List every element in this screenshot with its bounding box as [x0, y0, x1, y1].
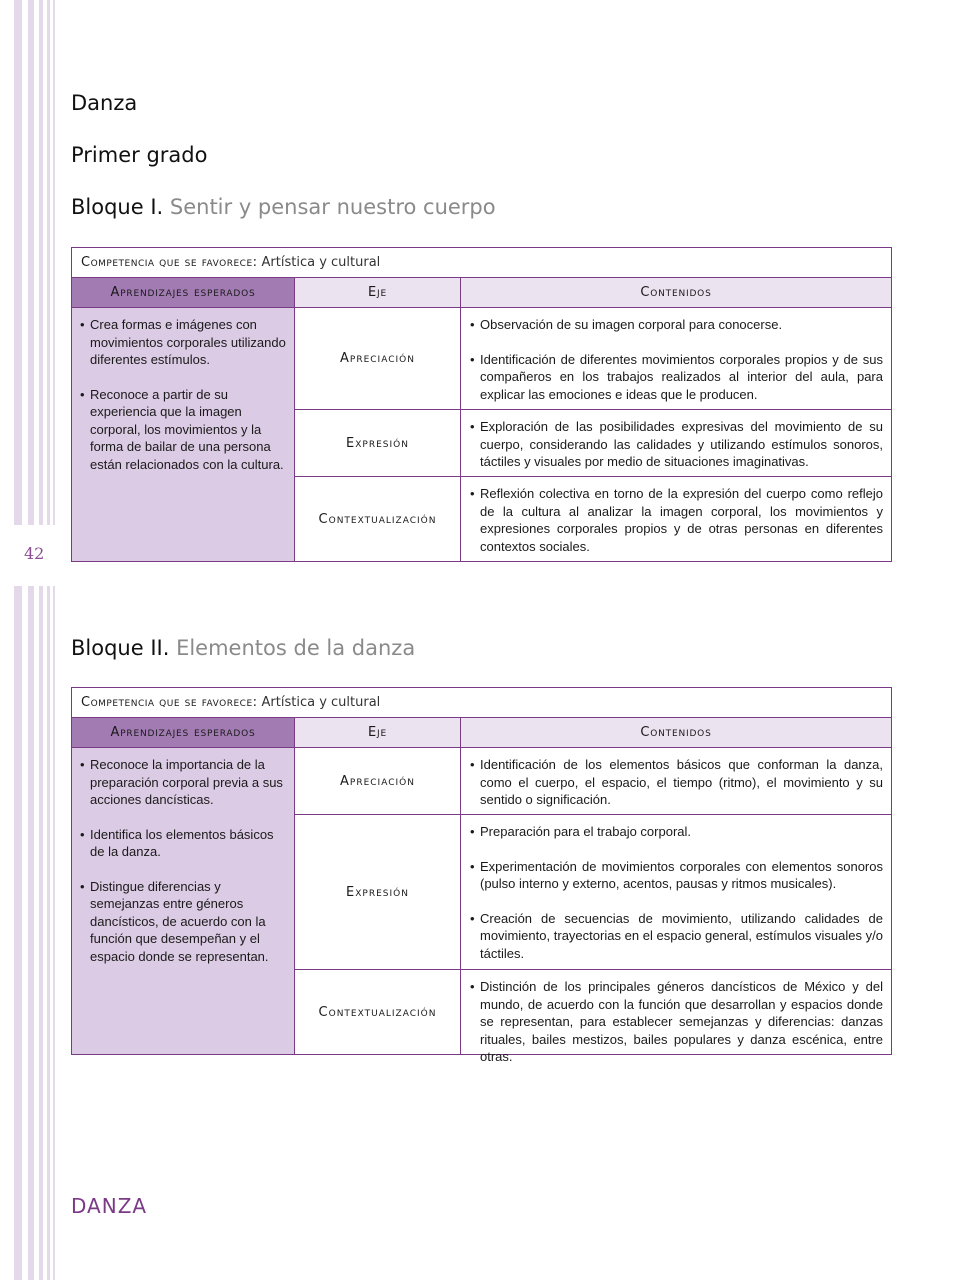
- header-contenidos: Contenidos: [461, 718, 891, 747]
- contenido-item: • Creación de secuencias de movimiento, utilizando calidades de movimiento, trayectorias en el espacio general, estímulos visuales y/o táctiles.: [470, 910, 883, 961]
- contenido-item: • Preparación para el trabajo corporal.: [470, 824, 692, 839]
- eje-contenidos-column: [295, 748, 891, 1064]
- aprendizajes-column: [72, 308, 295, 561]
- decorative-stripes: [0, 0, 60, 1280]
- block-2-table: [71, 687, 892, 1064]
- page-number: 42: [24, 544, 45, 563]
- aprendizaje-item: • Reconoce la importancia de la preparación corporal previa a sus acciones dancísticas.: [80, 757, 283, 807]
- eje-name: Apreciación: [295, 748, 461, 814]
- subject-heading: Danza: [71, 91, 138, 115]
- contenido-item: • Exploración de las posibilidades expresivas del movimiento de su cuerpo, considerando las calidades y utilizando estímulos sonoros, táctiles y visuales por medio de situaciones imaginativas.: [470, 419, 883, 469]
- contenidos-cell: [461, 308, 891, 409]
- block-1-title: [71, 195, 496, 219]
- eje-name: Expresión: [295, 815, 461, 969]
- eje-row-expresion: [295, 410, 891, 477]
- table-header: [71, 718, 892, 748]
- table-header: [71, 278, 892, 308]
- eje-name: Expresión: [295, 410, 461, 476]
- table-body: [71, 748, 892, 1064]
- eje-name: Contextualización: [295, 477, 461, 561]
- grade-heading: Primer grado: [71, 143, 208, 167]
- footer-subject: DANZA: [71, 1194, 148, 1218]
- competencia-row: [71, 247, 892, 278]
- eje-row-apreciacion: [295, 308, 891, 410]
- eje-name: Apreciación: [295, 308, 461, 409]
- competencia-value: Artística y cultural: [261, 255, 381, 270]
- eje-row-expresion: [295, 815, 891, 970]
- eje-row-contextualizacion: [295, 970, 891, 1064]
- header-aprendizajes: Aprendizajes esperados: [72, 718, 295, 747]
- aprendizaje-item: • Reconoce a partir de su experiencia que la imagen corporal, los movimientos y la forma de bailar de una persona están relacionados con la cultura.: [80, 386, 284, 472]
- block-2-subtitle: Elementos de la danza: [176, 636, 416, 660]
- aprendizaje-item: • Identifica los elementos básicos de la danza.: [80, 826, 274, 859]
- table-body: [71, 308, 892, 562]
- contenido-item: • Reflexión colectiva en torno de la expresión del cuerpo como reflejo de la cultura al analizar la imagen corporal, los movimientos y expresiones corporales propios y de otras personas en diferentes contextos sociales.: [470, 486, 883, 554]
- aprendizaje-item: • Distingue diferencias y semejanzas entre géneros dancísticos, de acuerdo con la función que desempeñan y el espacio donde se representan.: [80, 878, 269, 964]
- contenido-item: • Identificación de diferentes movimientos corporales propios y de sus compañeros en los trabajos realizados al interior del aula, para explicar las emociones e ideas que le producen.: [470, 351, 883, 402]
- header-eje: Eje: [295, 718, 461, 747]
- eje-contenidos-column: [295, 308, 891, 561]
- block-2-title: [71, 636, 415, 660]
- contenidos-cell: [461, 748, 891, 814]
- header-eje: Eje: [295, 278, 461, 307]
- eje-row-apreciacion: [295, 748, 891, 815]
- competencia-label: Competencia que se favorece:: [81, 255, 258, 270]
- contenidos-cell: [461, 410, 891, 476]
- aprendizajes-column: [72, 748, 295, 1054]
- block-1-table: [71, 247, 892, 562]
- contenidos-cell: [461, 477, 891, 561]
- competencia-label: Competencia que se favorece:: [81, 695, 258, 710]
- competencia-value: Artística y cultural: [261, 695, 381, 710]
- contenido-item: • Experimentación de movimientos corporales con elementos sonoros (pulso interno y externo, acentos, pausas y ritmos musicales).: [470, 858, 883, 891]
- eje-name: Contextualización: [295, 970, 461, 1054]
- contenidos-cell: [461, 815, 891, 969]
- contenido-item: • Distinción de los principales géneros dancísticos de México y del mundo, de acuerdo con la función que desarrollan y espacios donde se representan, para establecer semejanzas y diferencias: danzas rituales, bailes mestizos, bailes populares y danza escénica, entre otras.: [470, 979, 883, 1064]
- header-contenidos: Contenidos: [461, 278, 891, 307]
- block-2-label: Bloque II.: [71, 636, 170, 660]
- header-aprendizajes: Aprendizajes esperados: [72, 278, 295, 307]
- block-1-subtitle: Sentir y pensar nuestro cuerpo: [169, 195, 496, 219]
- block-1-label: Bloque I.: [71, 195, 164, 219]
- contenido-item: • Identificación de los elementos básicos que conforman la danza, como el cuerpo, el espacio, el tiempo (ritmo), el movimiento y su sentido o significación.: [470, 757, 883, 807]
- contenido-item: • Observación de su imagen corporal para conocerse.: [470, 317, 783, 332]
- competencia-row: [71, 687, 892, 718]
- eje-row-contextualizacion: [295, 477, 891, 561]
- contenidos-cell: [461, 970, 891, 1064]
- aprendizaje-item: • Crea formas e imágenes con movimientos corporales utilizando diferentes estímulos.: [80, 317, 286, 367]
